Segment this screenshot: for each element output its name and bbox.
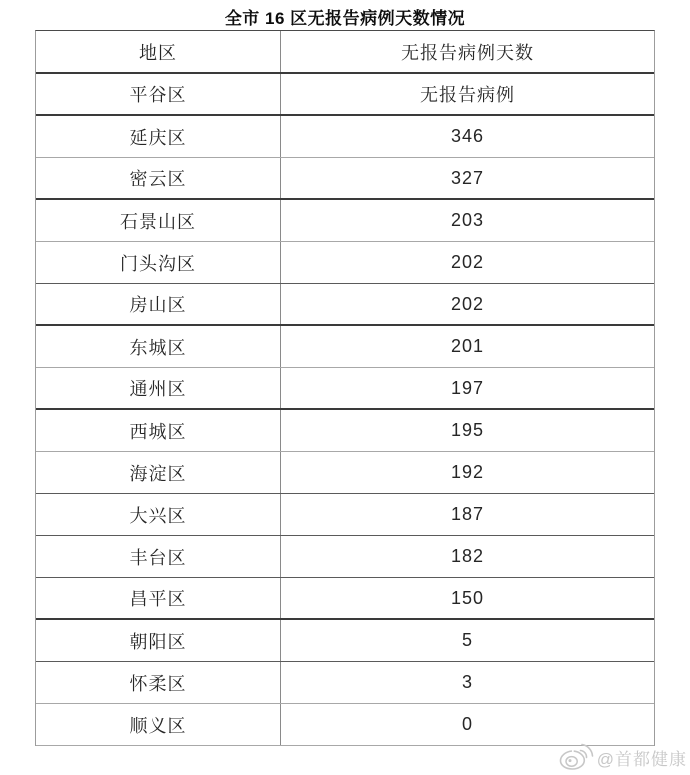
days-cell: 0 <box>461 714 473 734</box>
district-cell: 门头沟区 <box>36 242 281 283</box>
column-header-days: 无报告病例天数 <box>401 42 534 63</box>
days-cell: 150 <box>450 587 485 608</box>
weibo-icon <box>558 742 594 772</box>
days-cell: 202 <box>450 252 485 272</box>
table-row <box>36 368 654 410</box>
district-cell: 丰台区 <box>36 536 281 577</box>
table-row <box>36 494 654 536</box>
district-cell: 石景山区 <box>36 200 281 241</box>
district-cell: 顺义区 <box>36 704 281 745</box>
column-header-district: 地区 <box>36 31 281 72</box>
table-row <box>36 704 654 746</box>
days-cell: 3 <box>461 672 473 692</box>
days-table <box>35 30 655 746</box>
district-cell: 东城区 <box>36 326 281 367</box>
days-cell: 195 <box>450 420 485 440</box>
district-cell: 昌平区 <box>36 578 281 618</box>
table-body <box>36 74 654 746</box>
table-row <box>36 158 654 200</box>
days-cell: 346 <box>450 126 485 146</box>
days-cell: 187 <box>450 504 485 524</box>
table-row <box>36 242 654 284</box>
district-cell: 平谷区 <box>36 74 281 114</box>
table-header-row <box>36 31 654 74</box>
days-cell: 5 <box>461 630 473 650</box>
district-cell: 西城区 <box>36 410 281 451</box>
table-row <box>36 284 654 326</box>
watermark <box>558 742 687 772</box>
days-cell: 327 <box>450 167 485 188</box>
days-cell: 182 <box>450 546 485 566</box>
district-cell: 密云区 <box>36 158 281 198</box>
days-cell: 197 <box>450 377 485 398</box>
table-row <box>36 410 654 452</box>
district-cell: 延庆区 <box>36 116 281 157</box>
page-title: 全市 16 区无报告病例天数情况 <box>224 9 466 28</box>
district-cell: 海淀区 <box>36 452 281 493</box>
district-cell: 房山区 <box>36 284 281 324</box>
table-row <box>36 116 654 158</box>
district-cell: 朝阳区 <box>36 620 281 661</box>
days-cell: 203 <box>450 210 485 230</box>
days-cell: 202 <box>450 293 485 314</box>
table-row <box>36 74 654 116</box>
district-cell: 怀柔区 <box>36 662 281 703</box>
days-cell: 192 <box>450 462 485 482</box>
days-cell: 201 <box>450 336 485 356</box>
table-row <box>36 326 654 368</box>
table-row <box>36 536 654 578</box>
watermark-text: @首都健康 <box>596 749 687 769</box>
table-row <box>36 200 654 242</box>
table-row <box>36 452 654 494</box>
district-cell: 大兴区 <box>36 494 281 535</box>
table-row <box>36 662 654 704</box>
days-cell: 无报告病例 <box>420 85 515 105</box>
table-row <box>36 620 654 662</box>
district-cell: 通州区 <box>36 368 281 408</box>
table-row <box>36 578 654 620</box>
